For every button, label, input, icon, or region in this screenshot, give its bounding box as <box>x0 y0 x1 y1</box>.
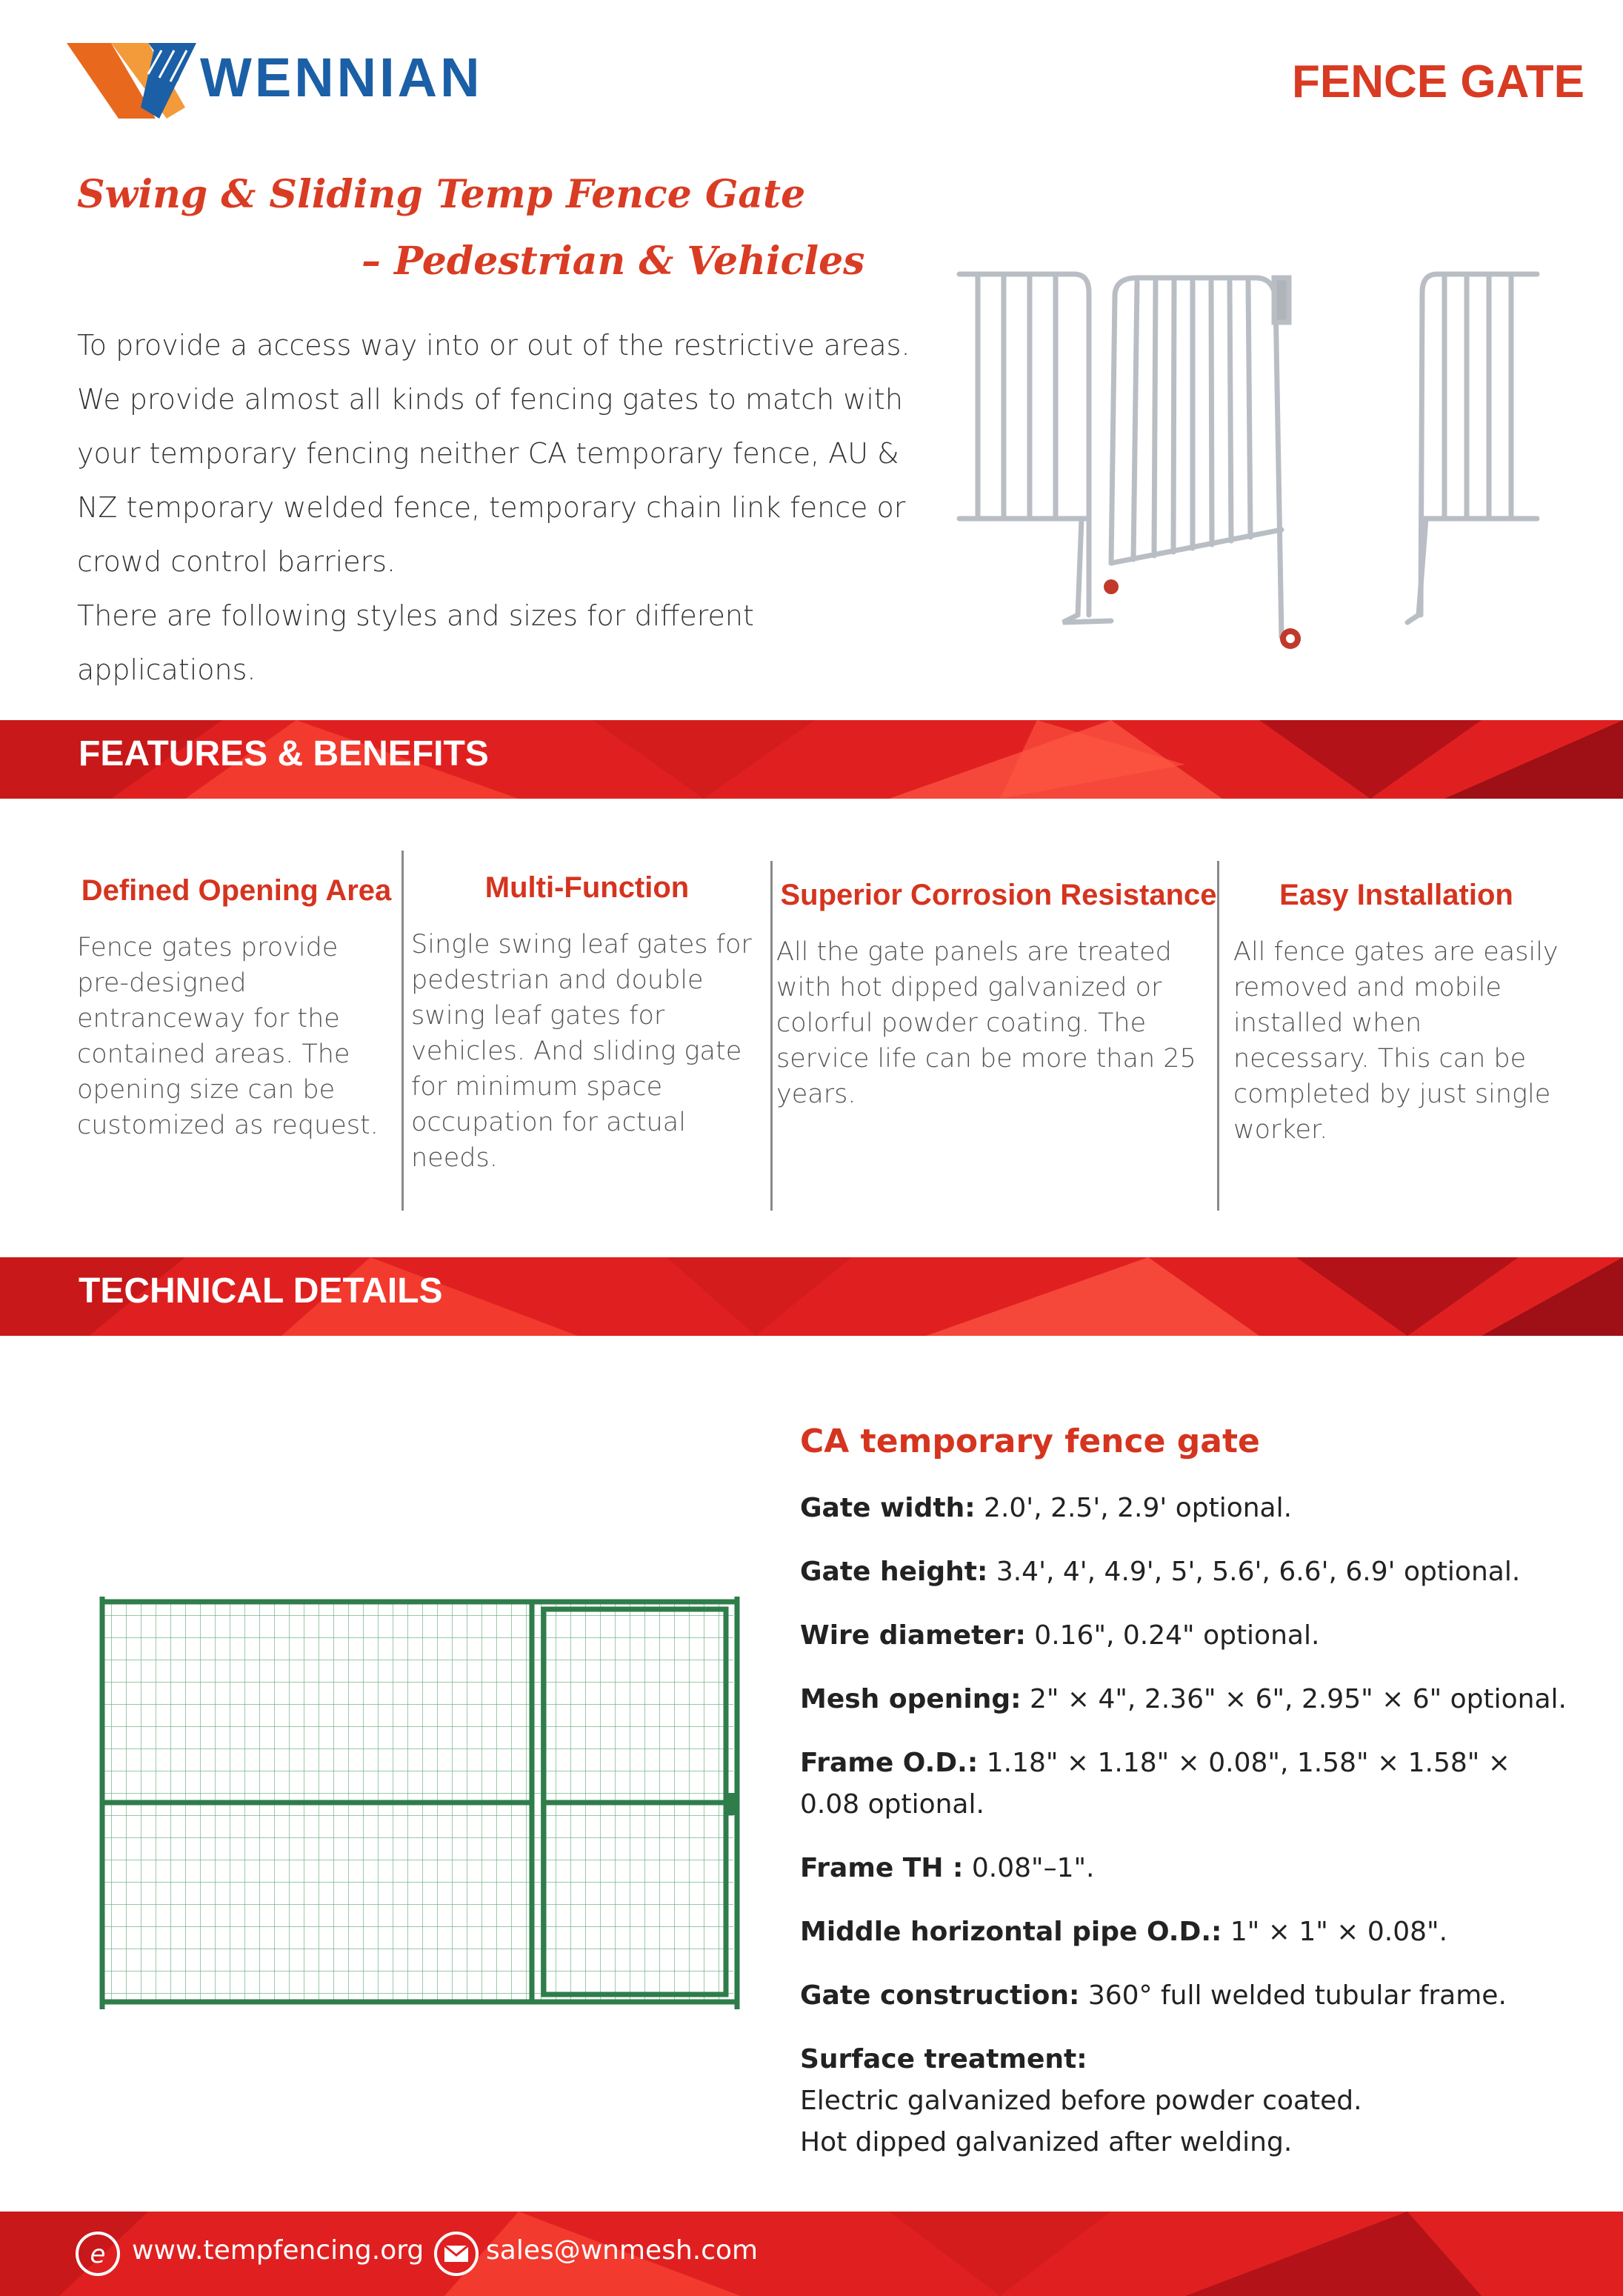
spec-label: Gate width: <box>800 1493 976 1523</box>
intro-text <box>77 319 929 697</box>
spec-label: Frame TH : <box>800 1853 964 1883</box>
spec-frame-od <box>800 1743 1578 1826</box>
spec-label: Frame O.D.: <box>800 1748 979 1778</box>
divider <box>770 861 773 1211</box>
spec-label: Gate height: <box>800 1557 988 1587</box>
footer-bar <box>0 2212 1623 2296</box>
ca-fence-gate-drawing <box>96 1593 741 2015</box>
spec-label: Surface treatment: <box>800 2044 1087 2074</box>
feature-text: Single swing leaf gates for pedestrian and double swing leaf gates for vehicles. And sliding gate for minimum space occupation for actual needs. <box>411 930 752 1173</box>
barricade-gate-photo <box>956 267 1541 667</box>
spec-label: Mesh opening: <box>800 1684 1022 1714</box>
divider <box>401 851 404 1211</box>
feature-text: All the gate panels are treated with hot dipped galvanized or colorful powder coating. The service life can be more than 25 years. <box>776 937 1196 1109</box>
surface-line-2: Hot dipped galvanized after welding. <box>800 2127 1293 2157</box>
feature-title: Multi-Function <box>484 871 690 904</box>
feature-easy-installation <box>1233 879 1559 1148</box>
spec-value: 360° full welded tubular frame. <box>1079 1980 1507 2011</box>
feature-text: All fence gates are easily removed and mobile installed when necessary. This can be completed by just single worker. <box>1233 937 1559 1145</box>
spec-label: Gate construction: <box>800 1980 1080 2011</box>
spec-value: 2.0', 2.5', 2.9' optional. <box>975 1493 1293 1523</box>
spec-label: Wire diameter: <box>800 1620 1026 1651</box>
technical-banner-title: TECHNICAL DETAILS <box>79 1271 443 1311</box>
intro-paragraph-1: To provide a access way into or out of the restrictive areas. We provide almost all kinds of fencing gates to match with your temporary fencing neither CA temporary fence, AU & NZ temporary welded fence, temporary chain link fence or crowd control barriers. <box>77 329 910 578</box>
spec-value: 1" × 1" × 0.08". <box>1222 1917 1448 1947</box>
spec-value: 0.08"–1". <box>963 1853 1095 1883</box>
svg-text:e: e <box>90 2240 106 2269</box>
footer-website[interactable]: www.tempfencing.org <box>132 2235 424 2266</box>
feature-title: Superior Corrosion Resistance <box>780 879 1217 911</box>
brand-name: WENNIAN <box>200 47 483 108</box>
spec-gate-construction <box>800 1975 1578 2017</box>
feature-multi-function <box>411 871 763 1176</box>
features-banner <box>0 720 1623 799</box>
feature-defined-opening <box>77 874 396 1143</box>
tech-title: CA temporary fence gate <box>800 1422 1260 1460</box>
spec-list <box>800 1488 1578 2186</box>
spec-value: 2" × 4", 2.36" × 6", 2.95" × 6" optional. <box>1021 1684 1567 1714</box>
spec-mesh-opening <box>800 1679 1578 1720</box>
feature-corrosion-resistance <box>776 879 1221 1112</box>
spec-value: 3.4', 4', 4.9', 5', 5.6', 6.6', 6.9' optional. <box>987 1557 1521 1587</box>
spec-wire-diameter <box>800 1615 1578 1657</box>
feature-title: Easy Installation <box>1279 879 1513 911</box>
spec-gate-width <box>800 1488 1578 1529</box>
spec-frame-th <box>800 1848 1578 1889</box>
document-type: FENCE GATE <box>1292 56 1584 107</box>
spec-value: 1.18" × 1.18" × 0.08", 1.58" × 1.58" × 0.08 optional. <box>800 1748 1510 1820</box>
email-icon <box>433 2230 480 2277</box>
spec-label: Middle horizontal pipe O.D.: <box>800 1917 1222 1947</box>
surface-line-1: Electric galvanized before powder coated. <box>800 2086 1362 2116</box>
page-title-line2: – Pedestrian & Vehicles <box>361 239 865 284</box>
globe-icon <box>74 2230 121 2277</box>
intro-paragraph-2: There are following styles and sizes for different applications. <box>77 599 754 686</box>
technical-banner <box>0 1257 1623 1336</box>
footer-email[interactable]: sales@wnmesh.com <box>486 2235 759 2266</box>
divider <box>1217 861 1219 1211</box>
features-banner-title: FEATURES & BENEFITS <box>79 734 489 773</box>
page-title-line1: Swing & Sliding Temp Fence Gate <box>77 172 806 217</box>
feature-title: Defined Opening Area <box>81 874 392 907</box>
feature-text: Fence gates provide pre-designed entranceway for the contained areas. The opening size can be customized as request. <box>77 933 379 1140</box>
spec-value: 0.16", 0.24" optional. <box>1025 1620 1320 1651</box>
spec-middle-pipe <box>800 1911 1578 1953</box>
spec-surface-treatment <box>800 2039 1578 2163</box>
spec-gate-height <box>800 1551 1578 1593</box>
